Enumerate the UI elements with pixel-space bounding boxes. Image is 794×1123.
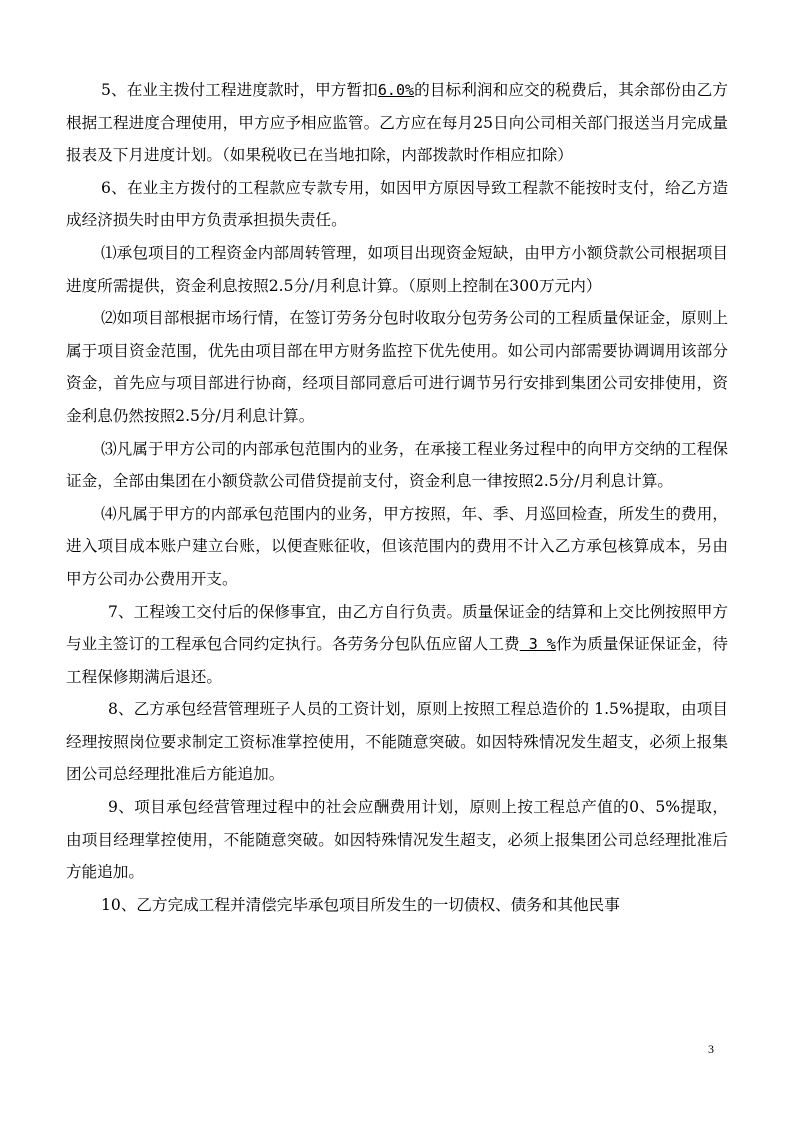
document-page (66, 74, 728, 921)
withhold-rate: 6.0% (377, 81, 415, 99)
page-number: 3 (708, 1042, 714, 1056)
paragraph-8: 8、乙方承包经营管理班子人员的工资计划，原则上按照工程总造价的 1.5%提取，由项目经理按照岗位要求制定工资标准掌控使用，不能随意突破。如因特殊情况发生超支，必须上报集团公司总经理批准后方能追加。 (66, 700, 728, 784)
paragraph-7-text-b: 作为质量保证保证金，待工程保修期满后退还。 (66, 635, 728, 686)
paragraph-5-text-b: 的目标利润和应交的税费后，其余部份由乙方根据工程进度合理使用，甲方应予相应监管。乙方应在每月25日向公司相关部门报送当月完成量报表及下月进度计划。（如果税收已在当地扣除，内部拨款时作相应扣除） (66, 81, 728, 165)
paragraph-9: 9、项目承包经营管理过程中的社会应酬费用计划，原则上按工程总产值的0、5%提取，由项目经理掌控使用，不能随意突破。如因特殊情况发生超支，必须上报集团公司总经理批准后方能追加。 (66, 798, 728, 882)
paragraph-7-text-a: 7、工程竣工交付后的保修事宜，由乙方自行负责。质量保证金的结算和上交比例按照甲方与业主签订的工程承包合同约定执行。各劳务分包队伍应留人工费 (66, 602, 728, 654)
paragraph-5 (66, 74, 728, 172)
paragraph-6-item-4: ⑷凡属于甲方的内部承包范围内的业务，甲方按照，年、季、月巡回检查，所发生的费用，进入项目成本账户建立台账，以便查账征收，但该范围内的费用不计入乙方承包核算成本，另由甲方公司办公费用开支。 (66, 504, 728, 588)
paragraph-6-item-2: ⑵如项目部根据市场行情，在签订劳务分包时收取分包劳务公司的工程质量保证金，原则上属于项目资金范围，优先由项目部在甲方财务监控下优先使用。如公司内部需要协调调用该部分资金，首先应与项目部进行协商，经项目部同意后可进行调节另行安排到集团公司安排使用，资金利息仍然按照2.5分/月利息计算。 (66, 309, 728, 425)
paragraph-10: 10、乙方完成工程并清偿完毕承包项目所发生的一切债权、债务和其他民事 (101, 895, 620, 914)
paragraph-6-item-3: ⑶凡属于甲方公司的内部承包范围内的业务，在承接工程业务过程中的向甲方交纳的工程保证金，全部由集团在小额贷款公司借贷提前支付，资金利息一律按照2.5分/月利息计算。 (66, 439, 728, 491)
retention-rate: 3 % (519, 635, 556, 654)
paragraph-6: 6、在业主方拨付的工程款应专款专用，如因甲方原因导致工程款不能按时支付，给乙方造成经济损失时由甲方负责承担损失责任。 (66, 178, 728, 230)
paragraph-6-item-1: ⑴承包项目的工程资金内部周转管理，如项目出现资金短缺，由甲方小额贷款公司根据项目进度所需提供，资金利息按照2.5分/月利息计算。（原则上控制在300万元内） (66, 243, 728, 295)
paragraph-7 (66, 596, 728, 694)
paragraph-5-text-a: 5、在业主拨付工程进度款时，甲方暂扣 (101, 81, 378, 99)
